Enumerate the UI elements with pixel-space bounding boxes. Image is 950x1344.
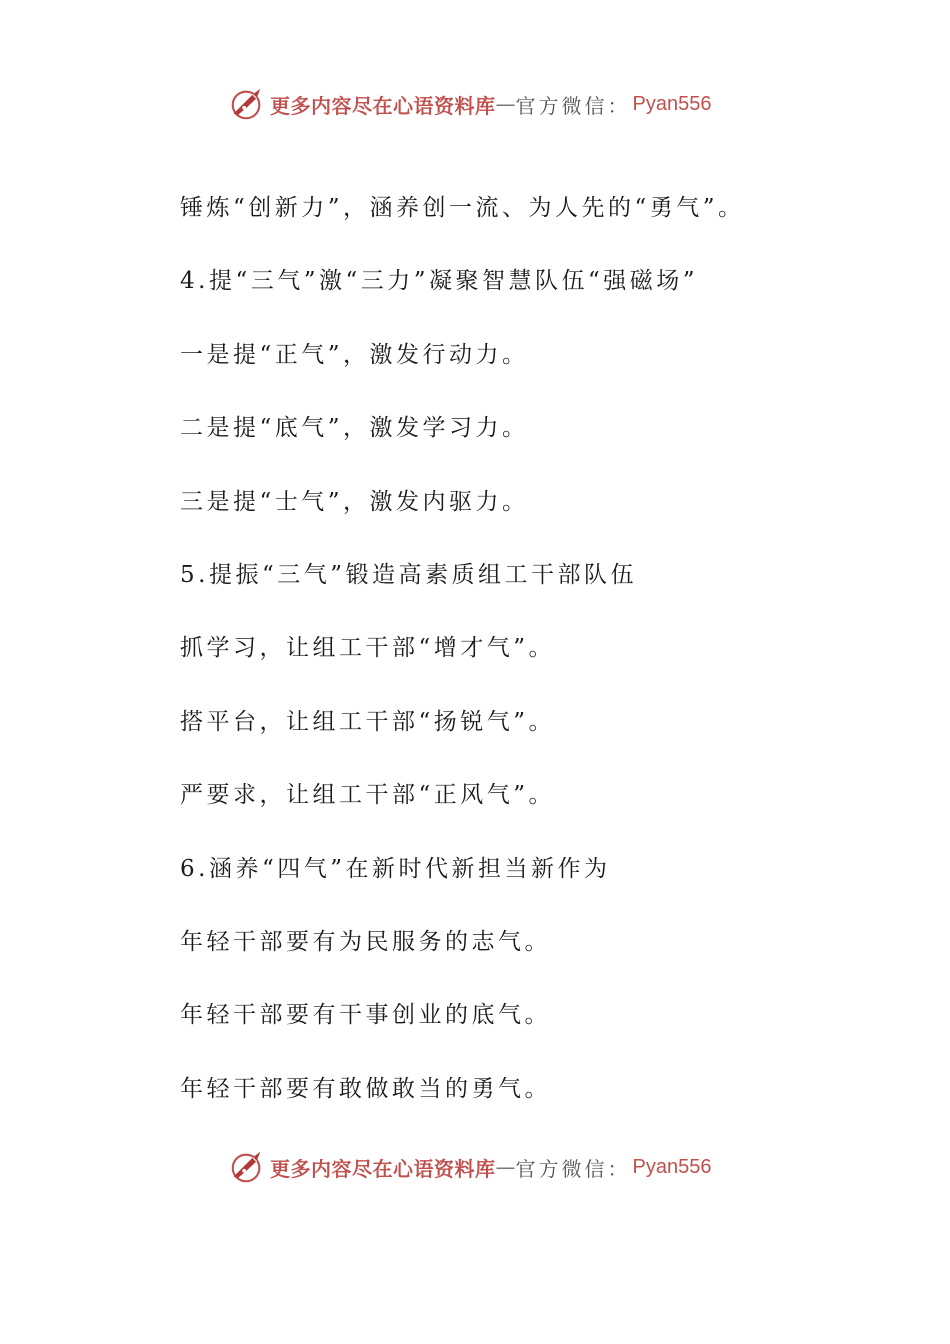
document-body — [180, 188, 900, 1142]
body-line: 年轻干部要有干事创业的底气。 — [180, 1002, 551, 1029]
banner-wechat-label: 官方微信： — [515, 93, 631, 118]
body-line: 年轻干部要有敢做敢当的勇气。 — [180, 1075, 551, 1102]
body-line: 搭平台，让组工干部“扬锐气”。 — [180, 708, 556, 735]
banner-wechat-handle: Pyan556 — [632, 92, 712, 115]
banner-dash: — — [495, 92, 516, 116]
body-line: 锤炼“创新力”，涵养创一流、为人先的“勇气”。 — [180, 195, 745, 221]
banner-dash: — — [495, 1155, 516, 1179]
body-line: 抓学习，让组工干部“增才气”。 — [180, 635, 556, 662]
section-heading: 6.涵养“四气”在新时代新担当新作为 — [180, 855, 611, 882]
section-heading: 4.提“三气”激“三力”凝聚智慧队伍“强磁场” — [180, 268, 698, 295]
section-heading: 5.提振“三气”锻造高素质组工干部队伍 — [180, 561, 637, 588]
banner-wechat-label: 官方微信： — [515, 1156, 631, 1181]
pen-nib-logo-icon — [228, 85, 266, 123]
body-line: 二是提“底气”，激发学习力。 — [180, 415, 529, 442]
header-banner — [228, 84, 711, 124]
body-line: 严要求，让组工干部“正风气”。 — [180, 782, 556, 809]
banner-slogan: 更多内容尽在心语资料库 — [270, 93, 496, 118]
banner-wechat-handle: Pyan556 — [632, 1155, 712, 1178]
banner-slogan: 更多内容尽在心语资料库 — [270, 1156, 496, 1181]
footer-banner — [228, 1147, 711, 1187]
body-line: 三是提“士气”，激发内驱力。 — [180, 488, 529, 515]
body-line: 一是提“正气”，激发行动力。 — [180, 341, 529, 368]
pen-nib-logo-icon — [228, 1148, 266, 1186]
body-line: 年轻干部要有为民服务的志气。 — [180, 928, 551, 955]
